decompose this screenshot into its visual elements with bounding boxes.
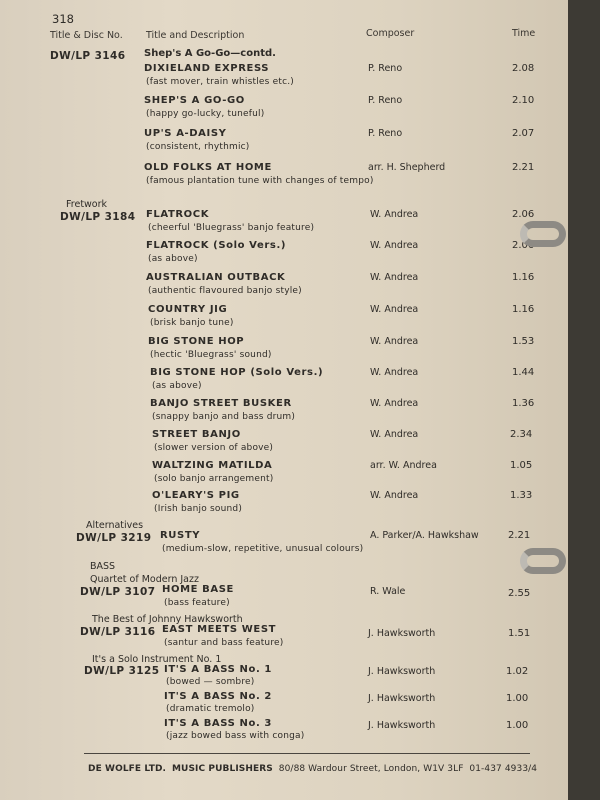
track-row: [0, 209, 568, 239]
track-description: (santur and bass feature): [164, 638, 284, 648]
disc-number: DW/LP 3146: [50, 50, 126, 62]
track-title: BIG STONE HOP: [148, 336, 245, 347]
track-title: AUSTRALIAN OUTBACK: [146, 272, 286, 283]
track-title: EAST MEETS WEST: [162, 624, 277, 635]
track-time: 1.51: [508, 628, 531, 639]
track-row: [0, 429, 568, 459]
disc-number: DW/LP 3219: [76, 532, 152, 544]
track-composer: W. Andrea: [370, 240, 419, 251]
track-composer: W. Andrea: [370, 429, 419, 440]
track-description: (jazz bowed bass with conga): [166, 731, 305, 741]
track-composer: W. Andrea: [370, 304, 419, 315]
track-time: 1.16: [512, 304, 535, 315]
track-composer: W. Andrea: [370, 336, 419, 347]
track-time: 1.00: [506, 693, 529, 704]
album-title: It's a Solo Instrument No. 1: [92, 654, 222, 665]
track-description: (dramatic tremolo): [166, 704, 255, 714]
album-title: Quartet of Modern Jazz: [90, 574, 199, 585]
track-row: [0, 162, 568, 192]
track-description: (snappy banjo and bass drum): [152, 412, 296, 422]
track-time: 2.55: [508, 588, 531, 599]
track-composer: A. Parker/A. Hawkshaw: [370, 530, 479, 541]
track-description: (medium-slow, repetitive, unusual colours): [162, 544, 364, 554]
track-time: 1.00: [506, 720, 529, 731]
track-row: [0, 398, 568, 428]
track-composer: J. Hawksworth: [368, 666, 436, 677]
track-time: 2.34: [510, 429, 533, 440]
track-description: (happy go-lucky, tuneful): [146, 109, 265, 119]
track-title: IT'S A BASS No. 2: [164, 691, 272, 702]
track-title: FLATROCK: [146, 209, 210, 220]
track-title: O'LEARY'S PIG: [152, 490, 240, 501]
track-row: [0, 367, 568, 397]
track-title: WALTZING MATILDA: [152, 460, 273, 471]
track-description: (authentic flavoured banjo style): [148, 286, 302, 296]
track-title: STREET BANJO: [152, 429, 241, 440]
track-title: IT'S A BASS No. 1: [164, 664, 272, 675]
track-title: DIXIELAND EXPRESS: [144, 63, 270, 74]
track-composer: arr. W. Andrea: [370, 460, 437, 471]
album-title: Alternatives: [86, 520, 144, 531]
track-time: 1.16: [512, 272, 535, 283]
album-title: Fretwork: [66, 199, 108, 210]
track-composer: arr. H. Shepherd: [368, 162, 446, 173]
track-row: [0, 336, 568, 366]
track-row: [0, 664, 568, 694]
track-row: [0, 584, 568, 614]
track-description: (slower version of above): [154, 443, 274, 453]
track-description: (solo banjo arrangement): [154, 474, 274, 484]
track-title: COUNTRY JIG: [148, 304, 228, 315]
track-row: [0, 624, 568, 654]
track-composer: W. Andrea: [370, 272, 419, 283]
track-description: (hectic 'Bluegrass' sound): [150, 350, 272, 360]
track-description: (famous plantation tune with changes of tempo): [146, 176, 374, 186]
track-time: 1.36: [512, 398, 535, 409]
continuation-label: Shep's A Go-Go—contd.: [144, 48, 276, 59]
binder-ring: [520, 548, 566, 574]
page-number: 318: [52, 12, 74, 26]
track-composer: J. Hawksworth: [368, 628, 436, 639]
track-composer: J. Hawksworth: [368, 693, 436, 704]
header-title-desc: Title and Description: [146, 30, 245, 41]
disc-number: DW/LP 3184: [60, 211, 136, 223]
binder-ring: [520, 221, 566, 247]
track-row: [0, 691, 568, 721]
track-row: [0, 530, 568, 560]
track-title: IT'S A BASS No. 3: [164, 718, 272, 729]
footer-role: MUSIC PUBLISHERS: [172, 764, 273, 774]
track-description: (cheerful 'Bluegrass' banjo feature): [148, 223, 315, 233]
disc-number: DW/LP 3116: [80, 626, 156, 638]
track-row: [0, 95, 568, 125]
track-row: [0, 240, 568, 270]
track-time: 2.21: [512, 162, 535, 173]
track-composer: P. Reno: [368, 63, 403, 74]
track-title: HOME BASE: [162, 584, 234, 595]
footer-company: DE WOLFE LTD.: [88, 764, 167, 774]
header-title-disc: Title & Disc No.: [50, 30, 123, 41]
header-composer: Composer: [366, 28, 415, 39]
footer-rule: [84, 753, 530, 754]
track-composer: W. Andrea: [370, 490, 419, 501]
track-time: 1.33: [510, 490, 533, 501]
header-time: Time: [512, 28, 536, 39]
track-time: 2.10: [512, 95, 535, 106]
track-composer: P. Reno: [368, 95, 403, 106]
track-time: 1.53: [512, 336, 535, 347]
track-time: 1.05: [510, 460, 533, 471]
footer-phone: 01-437 4933/4: [469, 764, 538, 774]
track-time: 1.02: [506, 666, 529, 677]
track-title: RUSTY: [160, 530, 201, 541]
track-description: (bowed — sombre): [166, 677, 255, 687]
track-time: 2.06: [512, 209, 535, 220]
track-time: 2.06: [512, 240, 535, 251]
track-description: (as above): [148, 254, 198, 264]
track-row: [0, 272, 568, 302]
disc-number: DW/LP 3107: [80, 586, 156, 598]
track-composer: R. Wale: [370, 586, 406, 597]
track-title: FLATROCK (Solo Vers.): [146, 240, 287, 251]
track-title: UP'S A-DAISY: [144, 128, 227, 139]
track-description: (as above): [152, 381, 202, 391]
track-composer: P. Reno: [368, 128, 403, 139]
track-description: (fast mover, train whistles etc.): [146, 77, 294, 87]
disc-number: DW/LP 3125: [84, 665, 160, 677]
track-time: 2.08: [512, 63, 535, 74]
track-description: (brisk banjo tune): [150, 318, 234, 328]
footer-address: 80/88 Wardour Street, London, W1V 3LF: [278, 764, 464, 774]
track-description: (consistent, rhythmic): [146, 142, 250, 152]
category-heading: BASS: [90, 561, 116, 572]
track-composer: J. Hawksworth: [368, 720, 436, 731]
track-row: [0, 718, 568, 748]
track-row: [0, 490, 568, 520]
album-title: The Best of Johnny Hawksworth: [92, 614, 243, 625]
track-row: [0, 63, 568, 93]
track-row: [0, 128, 568, 158]
track-time: 2.07: [512, 128, 535, 139]
track-title: BANJO STREET BUSKER: [150, 398, 292, 409]
track-row: [0, 460, 568, 490]
track-composer: W. Andrea: [370, 209, 419, 220]
track-time: 1.44: [512, 367, 535, 378]
track-title: OLD FOLKS AT HOME: [144, 162, 272, 173]
track-title: BIG STONE HOP (Solo Vers.): [150, 367, 324, 378]
track-composer: W. Andrea: [370, 367, 419, 378]
track-composer: W. Andrea: [370, 398, 419, 409]
track-description: (bass feature): [164, 598, 230, 608]
track-time: 2.21: [508, 530, 531, 541]
track-title: SHEP'S A GO-GO: [144, 95, 245, 106]
track-description: (Irish banjo sound): [154, 504, 243, 514]
track-row: [0, 304, 568, 334]
publisher-footer: [88, 764, 537, 774]
